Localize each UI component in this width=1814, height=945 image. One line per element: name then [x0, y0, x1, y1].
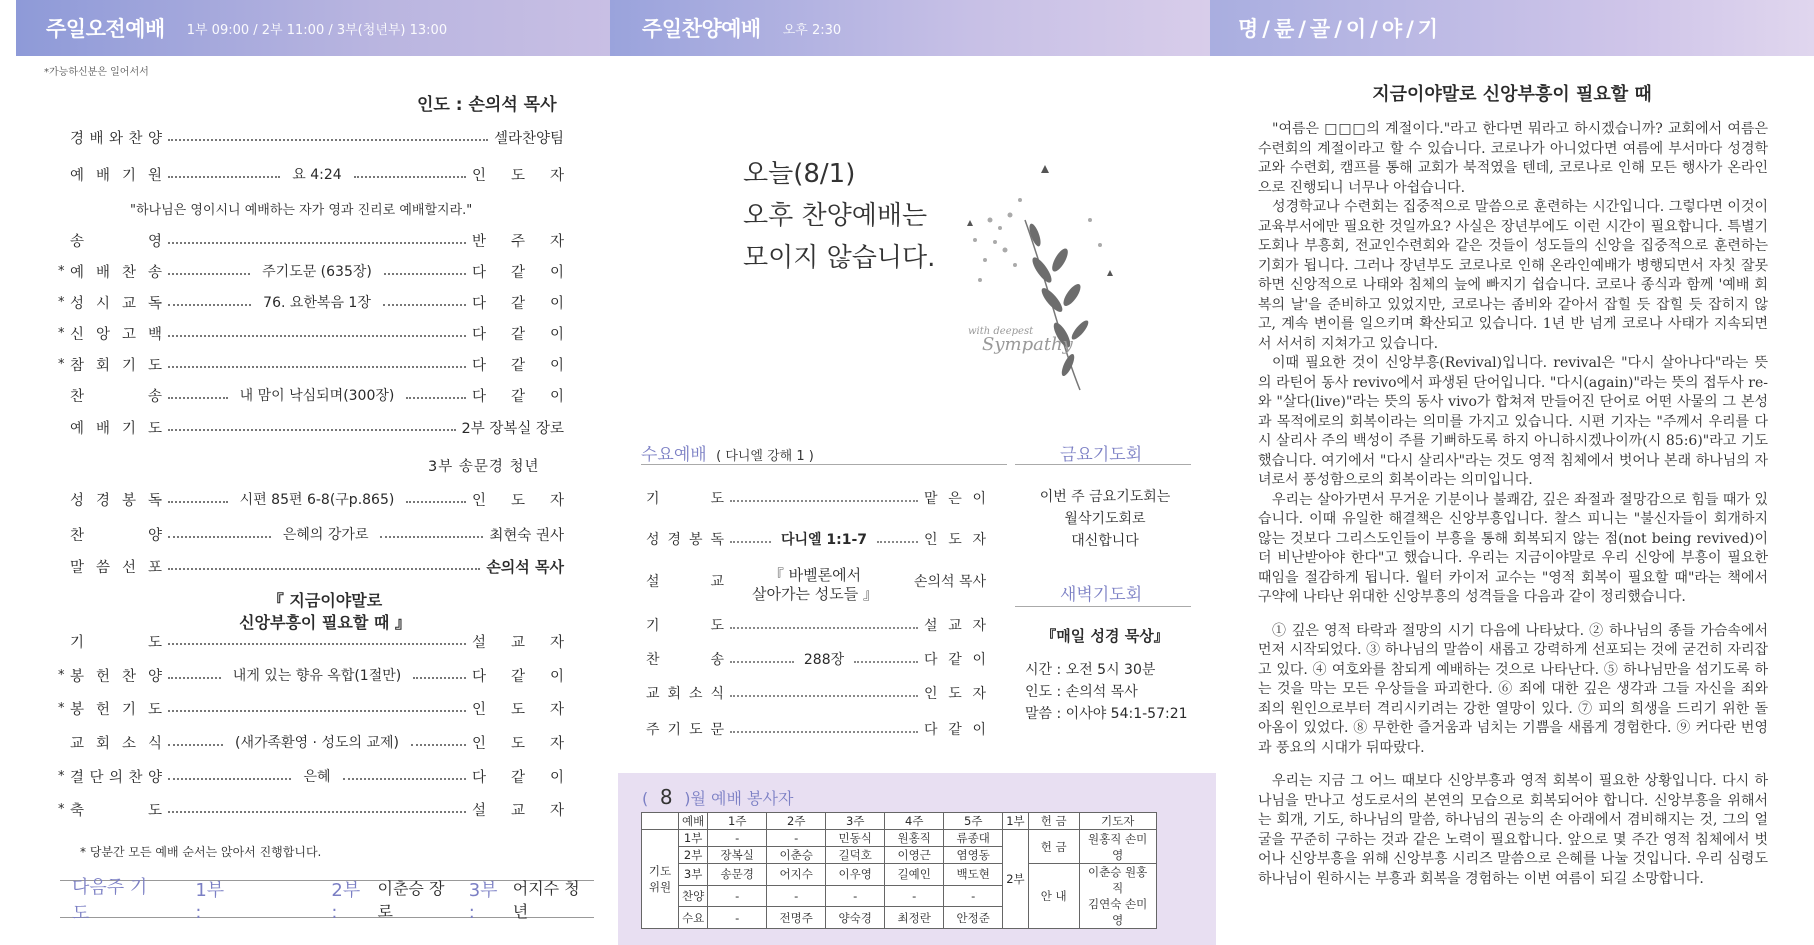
- table-cell: 찬양: [679, 885, 708, 907]
- table-cell: -: [767, 830, 826, 847]
- order-label: 봉 헌 찬 양: [70, 668, 162, 685]
- leader-dots: [168, 242, 466, 244]
- table-cell: 류종대: [944, 830, 1003, 847]
- dawn-rule: [1015, 606, 1191, 607]
- order-label: 성 경 봉 독: [70, 492, 162, 509]
- next-prayer-p3: 3부 :: [468, 879, 498, 923]
- table-row: [642, 813, 1157, 830]
- dawn-head: 새벽기도회: [1060, 585, 1143, 605]
- table-cell: 민동식: [826, 830, 885, 847]
- wednesday-head: [641, 440, 814, 465]
- wed-sermon-line2: 살아가는 성도들 』: [752, 585, 878, 603]
- volunteer-month: 8: [659, 785, 673, 809]
- standing-note: *가능하신분은 일어서서: [44, 67, 149, 78]
- volunteer-head-text: )월 예배 봉사자: [684, 789, 794, 808]
- usher-label: 안 내: [1028, 864, 1079, 929]
- table-cell: -: [885, 885, 944, 907]
- order-label: 신 앙 고 백: [70, 326, 162, 343]
- order-detail: 시편 85편 6-8(구p.865): [239, 492, 395, 508]
- table-corner: [642, 813, 679, 830]
- leader-dots: [730, 500, 918, 502]
- friday-line3: 대신합니다: [1071, 533, 1139, 549]
- notice-line1: 오늘(8/1): [743, 159, 856, 189]
- wednesday-row: [646, 648, 986, 670]
- volunteer-head: [642, 785, 793, 809]
- wed-person: 손의석 목사: [913, 574, 986, 590]
- order-row: [58, 798, 564, 820]
- order-row: [70, 731, 564, 753]
- order-person: 인 도 자: [472, 167, 564, 184]
- leader-dots: [877, 541, 918, 543]
- wed-person: 다 같 이: [924, 722, 986, 738]
- wednesday-row: [646, 528, 986, 550]
- order-detail: 76. 요한복음 1장: [263, 295, 371, 311]
- wed-person: 다 같 이: [924, 652, 986, 668]
- table-cell: -: [708, 830, 767, 847]
- wed-person: 인 도 자: [924, 532, 986, 548]
- order-row: [58, 765, 564, 787]
- table-cell: 장복실: [708, 847, 767, 864]
- order-person: 인 도 자: [472, 701, 564, 718]
- notice-line2: 오후 찬양예배는: [743, 201, 928, 231]
- header-morning-service: [16, 0, 610, 56]
- stand-marker: *: [58, 801, 65, 817]
- table-cell: 안정준: [944, 907, 1003, 929]
- order-label: 결 단 의 찬 양: [70, 769, 162, 786]
- table-cell: 백도현: [944, 864, 1003, 886]
- stand-marker: *: [58, 263, 65, 279]
- header-story: [1210, 0, 1814, 56]
- order-person: 인 도 자: [472, 492, 564, 509]
- volunteer-head-open: (: [642, 789, 649, 808]
- order-row: [70, 126, 564, 148]
- order-label: 봉 헌 기 도: [70, 701, 162, 718]
- sympathy-caption: Sympathy: [982, 334, 1073, 355]
- article-paragraph: 우리는 지금 그 어느 때보다 신앙부흥과 영적 회복이 필요한 상황입니다. 다시 하나님을 만나고 성도로서의 본연의 모습으로 회복되어야 합니다. 신앙부흥을 위해서는 회개, 기도, 하나님의 말씀, 하나님의 권능의 손 아래에서 겸비해지는 것, 그의 얼굴을 꾸준히 구하는 것과 같은 노력이 필요합니다. 앞으로 몇 주간 영적 침체에서 벗어나 신앙부흥을 위해 신앙부흥 시리즈 말씀으로 은혜를 나눌 것입니다. 우리 심령도 하나님이 원하시는 부흥과 회복을 경험하는 이번 여름이 되길 소망합니다.: [1258, 773, 1768, 887]
- flower-illustration: [950, 150, 1130, 400]
- order-label: 말 씀 선 포: [70, 559, 162, 576]
- leader-dots: [730, 731, 918, 733]
- service-leader: 인도 : 손의석 목사: [417, 95, 557, 115]
- order-label: 참 회 기 도: [70, 357, 162, 374]
- sermon-title: [190, 590, 460, 634]
- table-cell: -: [708, 907, 767, 929]
- order-label: 찬 양: [70, 527, 162, 544]
- wednesday-sub: ( 다니엘 강해 1 ): [716, 449, 814, 464]
- next-prayer-p2-name: 이춘승 장로: [377, 879, 445, 921]
- table-cell: 송문경: [708, 864, 767, 886]
- wed-label: 기 도: [646, 618, 724, 634]
- table-cell: -: [708, 885, 767, 907]
- order-detail: (새가족환영 · 성도의 교제): [235, 735, 399, 751]
- order-row: [70, 416, 564, 438]
- order-row: [70, 163, 564, 185]
- leader-dots: [168, 273, 250, 275]
- order-label: 기 도: [70, 634, 162, 651]
- order-person: 셀라찬양팀: [493, 130, 564, 147]
- offering-label: 헌 금: [1028, 830, 1079, 864]
- seated-footnote: * 당분간 모든 예배 순서는 앉아서 진행합니다.: [80, 845, 322, 859]
- usher-names: [1079, 864, 1156, 929]
- leader-dots: [168, 536, 271, 538]
- stand-marker: *: [58, 667, 65, 683]
- leader-dots: [168, 176, 280, 178]
- wed-person: 설 교 자: [924, 618, 986, 634]
- table-cell: 수요: [679, 907, 708, 929]
- leader-dots: [168, 429, 456, 431]
- order-label: 예 배 찬 송: [70, 264, 162, 281]
- order-label: 경 배 와 찬 양: [70, 130, 162, 147]
- order-person: 인 도 자: [472, 735, 564, 752]
- praise-service-time: 오후 2:30: [782, 22, 842, 38]
- leader-dots: [354, 176, 466, 178]
- friday-line1: 이번 주 금요기도회는: [1039, 489, 1171, 505]
- order-label: 찬 송: [70, 388, 162, 405]
- committee-label: 기도 위원: [642, 830, 679, 929]
- offering-names: 원홍직 손미영: [1079, 830, 1156, 864]
- order-detail: 내 맘이 낙심되며(300장): [239, 388, 395, 404]
- morning-service-title: 주일오전예배: [46, 17, 165, 41]
- wed-detail: 288장: [803, 652, 845, 668]
- leader-dots: [168, 335, 466, 337]
- wed-label: 기 도: [646, 491, 724, 507]
- leader-dots: [168, 778, 291, 780]
- dawn-leader: 인도 : 손의석 목사: [1025, 684, 1138, 700]
- leader-dots: [406, 397, 466, 399]
- order-row: [70, 488, 564, 510]
- leader-dots: [343, 778, 466, 780]
- sermon-title-line1: 『 지금이야말로: [267, 591, 383, 610]
- dawn-word: 말씀 : 이사야 54:1-57:21: [1025, 706, 1188, 722]
- wed-detail: 다니엘 1:1-7: [780, 532, 868, 548]
- praise-cancel-notice: [743, 153, 935, 279]
- wed-label: 주 기 도 문: [646, 722, 724, 738]
- stand-marker: *: [58, 325, 65, 341]
- stand-marker: *: [58, 356, 65, 372]
- table-cell: 이춘승: [767, 847, 826, 864]
- table-header-cell: 2주: [767, 813, 826, 830]
- table-cell: 길덕호: [826, 847, 885, 864]
- friday-rule: [1015, 464, 1191, 465]
- order-person: 2부 장복실 장로: [461, 420, 564, 437]
- wednesday-row: [646, 614, 986, 636]
- dawn-title: 『매일 성경 묵상』: [1041, 627, 1169, 645]
- scripture-quote: "하나님은 영이시니 예배하는 자가 영과 진리로 예배할지라.": [130, 203, 473, 218]
- order-label: 예 배 기 원: [70, 167, 162, 184]
- leader-dots: [854, 661, 918, 663]
- order-label: 송 영: [70, 233, 162, 250]
- order-person: 다 같 이: [472, 769, 564, 786]
- table-header-cell: 5주: [944, 813, 1003, 830]
- leader-dots: [168, 643, 466, 645]
- order-person: 다 같 이: [472, 668, 564, 685]
- volunteer-table: [641, 812, 1157, 929]
- table-row: [642, 830, 1157, 847]
- leader-dots: [730, 627, 918, 629]
- order-row: [58, 697, 564, 719]
- morning-service-times: 1부 09:00 / 2부 11:00 / 3부(청년부) 13:00: [186, 22, 448, 38]
- order-label: 축 도: [70, 802, 162, 819]
- order-detail: 은혜: [303, 769, 331, 785]
- stand-marker: *: [58, 768, 65, 784]
- wed-sermon-line1: 『 바벨론에서: [768, 566, 862, 584]
- article-paragraph: ① 깊은 영적 타락과 절망의 시기 다음에 나타났다. ② 하나님의 종들 가슴속에서 먼저 시작되었다. ③ 하나님의 말씀이 새롭고 강력하게 선포되는 것에 굳건히 자리잡고 있다. ④ 여호와를 참되게 예배하는 것으로 나타난다. ⑤ 하나님만을 섬기도록 하는 것을 막는 모든 우상들을 파괴한다. ⑥ 죄에 대한 깊은 생각과 그들 자신을 죄와 죄의 원인으로부터 격리시키려는 강한 열망이 있다. ⑦ 피의 희생을 드리기 위한 돌아옴이 있었다. ⑧ 무한한 즐거움과 넘치는 기쁨을 새롭게 경험한다. ⑨ 커다란 번영과 풍요의 시대가 뒤따랐다.: [1258, 622, 1768, 756]
- table-cell: 1부: [679, 830, 708, 847]
- leader-dots: [413, 677, 466, 679]
- stand-marker: *: [58, 294, 65, 310]
- wed-label: 찬 송: [646, 652, 724, 668]
- leader-dots: [730, 541, 771, 543]
- friday-notice: [1020, 486, 1190, 552]
- table-cell: -: [767, 885, 826, 907]
- notice-line3: 모이지 않습니다.: [743, 243, 936, 273]
- friday-head: 금요기도회: [1060, 445, 1143, 465]
- sermon-title-line2: 신앙부흥이 필요할 때 』: [239, 613, 411, 632]
- dawn-time: 시간 : 오전 5시 30분: [1025, 662, 1156, 678]
- leader-dots: [168, 304, 251, 306]
- leader-dots: [380, 536, 483, 538]
- order-person: 다 같 이: [472, 295, 564, 312]
- order-row: [58, 664, 564, 686]
- prayer-second: 3부 송문경 청년: [428, 459, 540, 475]
- table-cell: 원홍직: [885, 830, 944, 847]
- order-row: [58, 322, 564, 344]
- table-cell: -: [944, 885, 1003, 907]
- next-prayer-p3-name: 어지수 청년: [512, 879, 580, 921]
- wed-person: 인 도 자: [924, 686, 986, 702]
- order-person: 반 주 자: [472, 233, 564, 250]
- table-header-cell: 4주: [885, 813, 944, 830]
- wednesday-title: 수요예배: [641, 445, 707, 465]
- table-cell: 염영동: [944, 847, 1003, 864]
- order-person: 손의석 목사: [486, 557, 564, 576]
- order-detail: 은혜의 강가로: [282, 527, 369, 543]
- order-detail: 내게 있는 향유 옥합(1절만): [232, 668, 402, 684]
- table-header-cell: 1부: [1003, 813, 1028, 830]
- table-cell: 이우영: [826, 864, 885, 886]
- wed-label: 설 교: [646, 574, 724, 590]
- leader-dots: [168, 397, 228, 399]
- leader-dots: [168, 811, 466, 813]
- next-week-prayer: [60, 877, 594, 924]
- table-cell: 3부: [679, 864, 708, 886]
- wednesday-row: [646, 682, 986, 704]
- table-header-cell: 헌 금: [1028, 813, 1079, 830]
- wednesday-row: [646, 718, 986, 740]
- order-label: 예 배 기 도: [70, 420, 162, 437]
- table-row: [642, 864, 1157, 886]
- service-side-label: 2부: [1003, 830, 1028, 929]
- usher-names-line1: 이춘승 원홍직: [1088, 865, 1148, 895]
- wed-person: 맡 은 이: [924, 491, 986, 507]
- table-header-cell: 기도자: [1079, 813, 1156, 830]
- next-prayer-p1: 1부 :: [195, 879, 225, 923]
- order-row: [58, 291, 564, 313]
- wed-label: 교 회 소 식: [646, 686, 724, 702]
- friday-line2: 월삭기도회로: [1064, 511, 1146, 527]
- order-person: 다 같 이: [472, 326, 564, 343]
- article-body: [1258, 120, 1768, 889]
- wed-label: 성 경 봉 독: [646, 532, 724, 548]
- article-paragraph: 성경학교나 수련회는 집중적으로 말씀으로 훈련하는 시간입니다. 그렇다면 이것이 교육부서에만 필요한 것일까요? 사실은 장년부에도 이런 시간이 필요합니다. 특별기도회나 부흥회, 전교인수련회와 같은 것들이 성도들의 신앙을 집중적으로 훈련하는 기회가 됩니다. 그러나 장년부도 코로나로 인해 온라인예배가 병행되면서 자칫 잘못하면 신앙적으로 나태와 침체의 늪에 빠지기 쉽습니다. 코로나 종식과 함께 '예배 회복의 날'을 준비하고 있었지만, 코로나는 좀비와 같아서 잡힐 듯 잡힐 듯 잡히지 않고, 계속 변이를 일으키며 확산되고 있습니다. 1년 반 넘게 코로나 사태가 지속되면서 서서히 지쳐가고 있습니다.: [1258, 199, 1768, 352]
- table-cell: 최정란: [885, 907, 944, 929]
- order-row: [70, 523, 564, 545]
- order-person: 다 같 이: [472, 357, 564, 374]
- table-cell: 길예인: [885, 864, 944, 886]
- wednesday-row: [646, 487, 986, 509]
- order-detail: 요 4:24: [292, 167, 342, 183]
- table-cell: 양숙경: [826, 907, 885, 929]
- order-row: [70, 229, 564, 251]
- table-header-cell: 3주: [826, 813, 885, 830]
- praise-service-title: 주일찬양예배: [642, 17, 761, 41]
- order-row: [58, 353, 564, 375]
- order-label: 교 회 소 식: [70, 735, 162, 752]
- leader-dots: [383, 304, 466, 306]
- leader-dots: [168, 501, 228, 503]
- leader-dots: [168, 744, 223, 746]
- leader-dots: [411, 744, 466, 746]
- table-cell: 전명주: [767, 907, 826, 929]
- leader-dots: [730, 695, 918, 697]
- story-title: 명/륜/골/이/야/기: [1238, 17, 1443, 41]
- order-detail: 주기도문 (635장): [262, 264, 372, 280]
- table-cell: -: [826, 885, 885, 907]
- order-person: 최현숙 권사: [489, 527, 565, 544]
- leader-dots: [384, 273, 466, 275]
- order-row: [70, 384, 564, 406]
- leader-dots: [406, 501, 466, 503]
- table-cell: 이영근: [885, 847, 944, 864]
- table-cell: 2부: [679, 847, 708, 864]
- leader-dots: [730, 661, 794, 663]
- order-person: 설 교 자: [472, 802, 564, 819]
- table-cell: 어지수: [767, 864, 826, 886]
- order-person: 설 교 자: [472, 634, 564, 651]
- article-paragraph: 우리는 살아가면서 무거운 기분이나 불쾌감, 깊은 좌절과 절망감으로 힘들 때가 있습니다. 이때 유일한 해결책은 신앙부흥입니다. 찰스 피니는 "불신자들이 회개하지 않는 것보다 그리스도인들이 부흥을 통해 회복되지 않는 점(not being revived)이 더 비난받아야 한다"고 했습니다. 우리는 지금이야말로 우리 신앙에 부흥이 필요한 때임을 절감하게 됩니다. 월터 카이저 교수는 "영적 회복이 필요할 때"라는 책에서 구약에 나타난 위대한 신앙부흥의 성격들을 다음과 같이 정리했습니다.: [1258, 491, 1768, 605]
- sympathy-caption-small: with deepest: [968, 326, 1034, 337]
- leader-dots: [168, 568, 480, 570]
- stand-marker: *: [58, 700, 65, 716]
- article-paragraph: 이때 필요한 것이 신앙부흥(Revival)입니다. revival은 "다시 살아나다"라는 뜻의 라틴어 동사 revivo에서 파생된 단어입니다. "다시(again)"라는 뜻의 접두사 re-와 "살다(live)"라는 뜻의 동사 vivo가 합쳐져 만들어진 단어로 어떤 사물의 그 본성과 목적에로의 회복이라는 의미를 가지고 있습니다. 시편 기자는 "주께서 우리를 다시 살리사 주의 백성이 주를 기뻐하도록 하지 아니하시겠나이까(시 85:6)"라고 기도했습니다. 여기에서 "다시 살리사"라는 것도 영적 침체에서 벗어나 본래 하나님의 자녀로서 풍성함으로의 회복이라는 의미입니다.: [1258, 355, 1768, 488]
- article-title: 지금이야말로 신앙부흥이 필요할 때: [1372, 84, 1652, 105]
- next-prayer-head: 다음주 기도: [72, 877, 148, 924]
- order-person: 다 같 이: [472, 264, 564, 281]
- header-praise-service: [610, 0, 1210, 56]
- wednesday-rule: [641, 464, 1007, 465]
- order-row: [58, 260, 564, 282]
- table-header-cell: 예배: [679, 813, 708, 830]
- wednesday-sermon-title: [740, 566, 890, 604]
- order-row: [70, 555, 564, 577]
- table-header-cell: 1주: [708, 813, 767, 830]
- order-label: 성 시 교 독: [70, 295, 162, 312]
- article-paragraph: "여름은 □□□의 계절이다."라고 한다면 뭐라고 하시겠습니까? 교회에서 여름은 수련회의 계절이라고 할 수 있습니다. 코로나가 아니었다면 여름에 부서마다 성경학교와 수련회, 캠프를 통해 교회가 북적였을 텐데, 코로나로 인해 모든 행사가 온라인으로 진행되니 너무나 아쉽습니다.: [1258, 121, 1768, 196]
- leader-dots: [168, 139, 488, 141]
- next-prayer-p2: 2부 :: [331, 879, 361, 923]
- usher-names-line2: 김연숙 손미영: [1088, 897, 1148, 927]
- leader-dots: [168, 366, 466, 368]
- leader-dots: [168, 677, 221, 679]
- order-person: 다 같 이: [472, 388, 564, 405]
- leader-dots: [168, 710, 466, 712]
